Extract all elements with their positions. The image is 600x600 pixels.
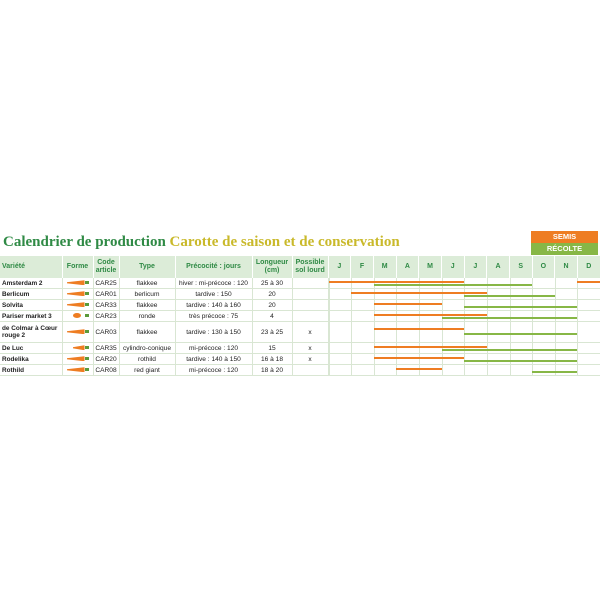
shape-cell	[62, 343, 93, 354]
header-code: Code article	[93, 256, 119, 278]
precocite: hiver : mi-précoce : 120	[175, 278, 252, 289]
header-variete: Variété	[0, 256, 62, 278]
longueur: 4	[252, 311, 292, 322]
table-row	[0, 311, 600, 322]
month-bars	[328, 289, 600, 300]
longueur: 15	[252, 343, 292, 354]
table-row	[0, 278, 600, 289]
header-precocite: Précocité : jours	[175, 256, 252, 278]
header-sol: Possible sol lourd	[292, 256, 328, 278]
longueur: 25 à 30	[252, 278, 292, 289]
production-calendar-table	[0, 256, 600, 376]
month-header: J	[464, 256, 487, 278]
type: flakkee	[119, 322, 175, 343]
title-part-2: Carotte de saison et de conservation	[169, 234, 400, 250]
recolte-bar	[464, 360, 577, 362]
recolte-bar	[532, 371, 577, 373]
month-header: D	[577, 256, 600, 278]
table-row	[0, 354, 600, 365]
month-header: O	[532, 256, 555, 278]
month-header: J	[441, 256, 464, 278]
long-carrot-icon	[67, 291, 89, 296]
recolte-bar	[464, 306, 577, 308]
title-part-1: Calendrier de production	[3, 234, 166, 250]
long-carrot-icon	[67, 367, 89, 372]
recolte-bar	[442, 317, 578, 319]
type: flakkee	[119, 278, 175, 289]
variety-name: Berlicum	[0, 289, 62, 300]
sol-lourd: x	[292, 343, 328, 354]
variety-name: Solvita	[0, 300, 62, 311]
shape-cell	[62, 278, 93, 289]
code-article: CAR03	[93, 322, 119, 343]
type: red giant	[119, 365, 175, 376]
longueur: 23 à 25	[252, 322, 292, 343]
month-bars	[328, 311, 600, 322]
semis-bar	[374, 357, 465, 359]
month-header: F	[350, 256, 373, 278]
header-longueur: Longueur (cm)	[252, 256, 292, 278]
header-forme: Forme	[62, 256, 93, 278]
shape-cell	[62, 289, 93, 300]
legend-recolte: RÉCOLTE	[531, 243, 598, 255]
month-header: A	[486, 256, 509, 278]
precocite: très précoce : 75	[175, 311, 252, 322]
code-article: CAR25	[93, 278, 119, 289]
precocite: tardive : 150	[175, 289, 252, 300]
type: berlicum	[119, 289, 175, 300]
table-row	[0, 343, 600, 354]
shape-cell	[62, 365, 93, 376]
precocite: tardive : 130 à 150	[175, 322, 252, 343]
page-title	[3, 234, 400, 251]
type: ronde	[119, 311, 175, 322]
month-bars	[328, 300, 600, 311]
recolte-bar	[374, 284, 532, 286]
sol-lourd	[292, 289, 328, 300]
sol-lourd	[292, 365, 328, 376]
shape-cell	[62, 300, 93, 311]
sol-lourd	[292, 300, 328, 311]
long-carrot-icon	[67, 329, 89, 334]
code-article: CAR01	[93, 289, 119, 300]
type: flakkee	[119, 300, 175, 311]
shape-cell	[62, 311, 93, 322]
variety-name: Rodelika	[0, 354, 62, 365]
semis-bar	[396, 368, 441, 370]
recolte-bar	[442, 349, 578, 351]
shape-cell	[62, 354, 93, 365]
semis-bar	[374, 328, 465, 330]
long-carrot-icon	[67, 356, 89, 361]
semis-bar	[577, 281, 600, 283]
month-header: A	[396, 256, 419, 278]
sol-lourd	[292, 311, 328, 322]
recolte-bar	[464, 333, 577, 335]
month-header: M	[373, 256, 396, 278]
month-header: J	[337, 263, 342, 270]
table-row	[0, 322, 600, 343]
precocite: tardive : 140 à 160	[175, 300, 252, 311]
recolte-bar	[464, 295, 555, 297]
code-article: CAR33	[93, 300, 119, 311]
code-article: CAR08	[93, 365, 119, 376]
table-row	[0, 300, 600, 311]
month-header: S	[509, 256, 532, 278]
round-carrot-icon	[67, 313, 89, 318]
long-carrot-icon	[67, 280, 89, 285]
long-carrot-icon	[67, 302, 89, 307]
month-bars	[328, 278, 600, 289]
table-row	[0, 289, 600, 300]
header-row	[0, 256, 600, 278]
sol-lourd	[292, 278, 328, 289]
variety-name: Rothild	[0, 365, 62, 376]
header-months	[328, 256, 600, 278]
longueur: 18 à 20	[252, 365, 292, 376]
table-row	[0, 365, 600, 376]
type: cylindro-conique	[119, 343, 175, 354]
code-article: CAR20	[93, 354, 119, 365]
code-article: CAR23	[93, 311, 119, 322]
longueur: 20	[252, 289, 292, 300]
variety-name: Amsterdam 2	[0, 278, 62, 289]
short-carrot-icon	[67, 345, 89, 350]
variety-name: de Colmar à Cœur rouge 2	[0, 322, 62, 343]
semis-bar	[374, 303, 442, 305]
sol-lourd: x	[292, 322, 328, 343]
precocite: tardive : 140 à 150	[175, 354, 252, 365]
month-header: M	[418, 256, 441, 278]
variety-name: Pariser market 3	[0, 311, 62, 322]
variety-name: De Luc	[0, 343, 62, 354]
legend-semis: SEMIS	[531, 231, 598, 243]
sol-lourd: x	[292, 354, 328, 365]
month-bars	[328, 365, 600, 376]
code-article: CAR35	[93, 343, 119, 354]
longueur: 16 à 18	[252, 354, 292, 365]
type: rothild	[119, 354, 175, 365]
precocite: mi-précoce : 120	[175, 365, 252, 376]
longueur: 20	[252, 300, 292, 311]
month-bars	[328, 354, 600, 365]
month-bars	[328, 322, 600, 343]
shape-cell	[62, 322, 93, 343]
month-bars	[328, 343, 600, 354]
precocite: mi-précoce : 120	[175, 343, 252, 354]
header-type: Type	[119, 256, 175, 278]
month-header: N	[554, 256, 577, 278]
